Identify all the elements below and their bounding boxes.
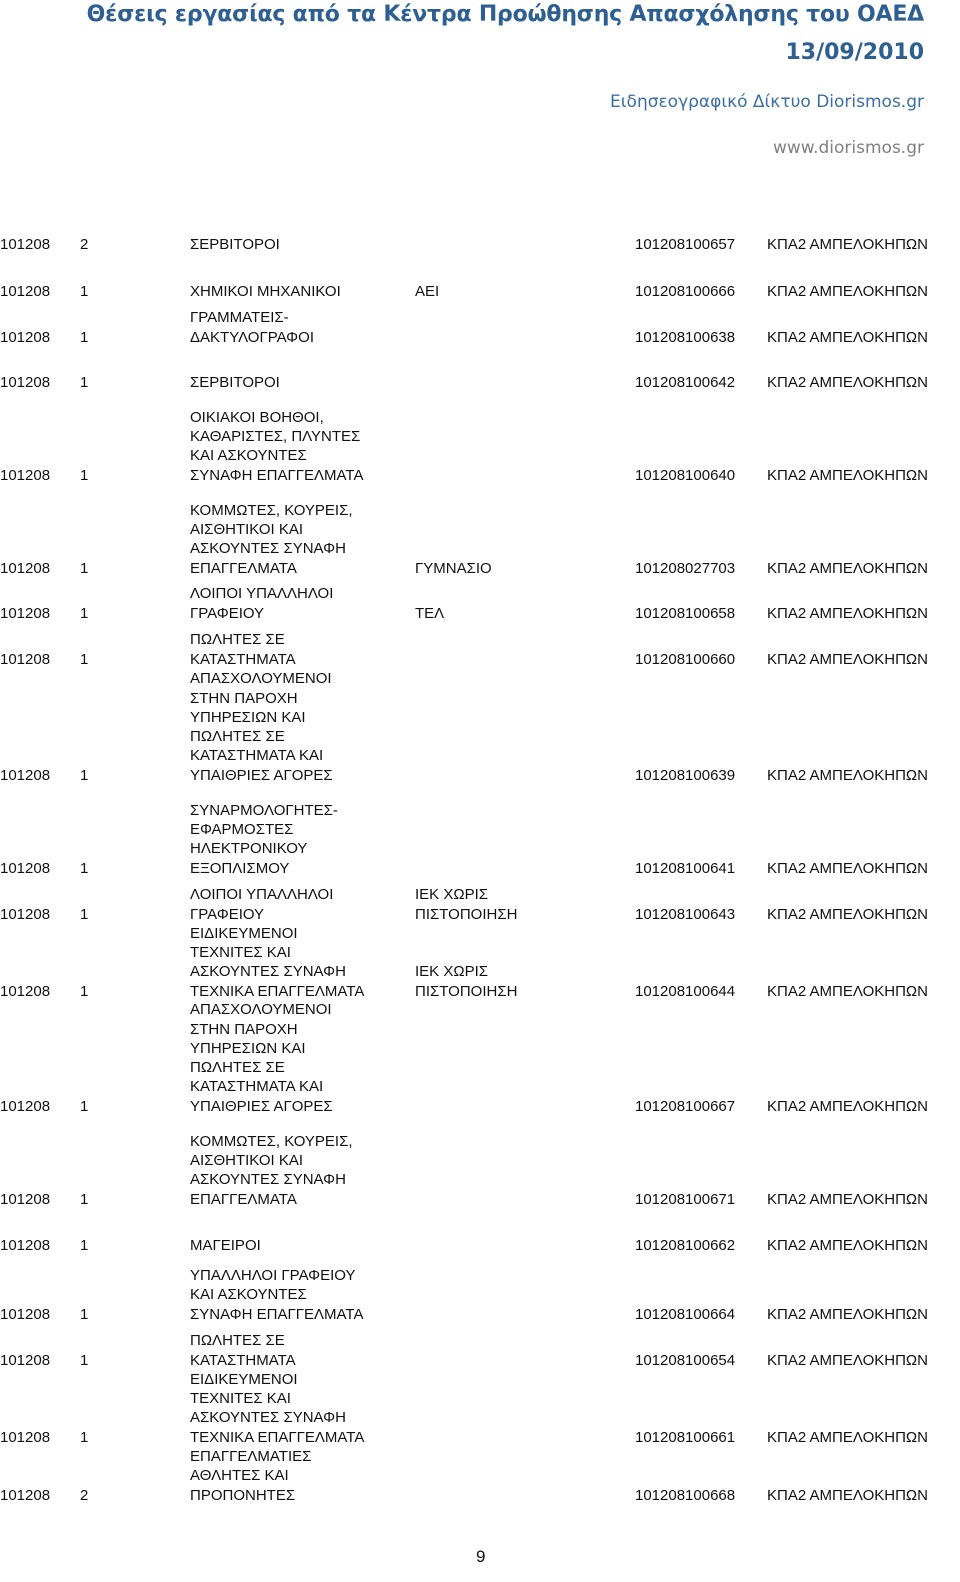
education-cell: ΤΕΛ <box>415 604 445 622</box>
specialty-cell: ΣΕΡΒΙΤΟΡΟΙ <box>190 235 280 253</box>
office-cell: ΚΠΑ2 ΑΜΠΕΛΟΚΗΠΩΝ <box>767 859 928 877</box>
table-row <box>0 1236 960 1255</box>
job-code-cell: 101208 <box>0 328 51 346</box>
table-row <box>0 501 960 578</box>
table-row <box>0 631 960 669</box>
office-cell: ΚΠΑ2 ΑΜΠΕΛΟΚΗΠΩΝ <box>767 766 928 784</box>
positions-count-cell: 1 <box>80 859 89 877</box>
education-cell: ΙΕΚ ΧΩΡΙΣ ΠΙΣΤΟΠΟΙΗΣΗ <box>415 963 518 1000</box>
reference-number-cell: 101208100644 <box>635 982 736 1000</box>
specialty-cell: ΑΠΑΣΧΟΛΟΥΜΕΝΟΙ ΣΤΗΝ ΠΑΡΟΧΗ ΥΠΗΡΕΣΙΩΝ ΚΑΙ ΠΩΛΗΤΕΣ ΣΕ ΚΑΤΑΣΤΗΜΑΤΑ ΚΑΙ ΥΠΑΙΘΡΙΕΣ ΑΓΟΡΕΣ <box>190 670 333 784</box>
reference-number-cell: 101208100642 <box>635 373 736 391</box>
job-code-cell: 101208 <box>0 1097 51 1115</box>
job-code-cell: 101208 <box>0 1305 51 1323</box>
table-row <box>0 585 960 623</box>
specialty-cell: ΕΙΔΙΚΕΥΜΕΝΟΙ ΤΕΧΝΙΤΕΣ ΚΑΙ ΑΣΚΟΥΝΤΕΣ ΣΥΝΑΦΗ ΤΕΧΝΙΚΑ ΕΠΑΓΓΕΛΜΑΤΑ <box>190 924 365 1000</box>
reference-number-cell: 101208100671 <box>635 1190 736 1208</box>
reference-number-cell: 101208100658 <box>635 604 736 622</box>
education-cell: ΓΥΜΝΑΣΙΟ <box>415 559 492 577</box>
positions-count-cell: 1 <box>80 373 89 391</box>
office-cell: ΚΠΑ2 ΑΜΠΕΛΟΚΗΠΩΝ <box>767 466 928 484</box>
website-label: www.diorismos.gr <box>772 138 924 158</box>
reference-number-cell: 101208100643 <box>635 905 736 923</box>
specialty-cell: ΓΡΑΜΜΑΤΕΙΣ- ΔΑΚΤΥΛΟΓΡΑΦΟΙ <box>190 309 314 346</box>
office-cell: ΚΠΑ2 ΑΜΠΕΛΟΚΗΠΩΝ <box>767 905 928 923</box>
table-row <box>0 801 960 878</box>
specialty-cell: ΟΙΚΙΑΚΟΙ ΒΟΗΘΟΙ, ΚΑΘΑΡΙΣΤΕΣ, ΠΛΥΝΤΕΣ ΚΑΙ ΑΣΚΟΥΝΤΕΣ ΣΥΝΑΦΗ ΕΠΑΓΓΕΛΜΑΤΑ <box>190 408 364 484</box>
specialty-cell: ΕΙΔΙΚΕΥΜΕΝΟΙ ΤΕΧΝΙΤΕΣ ΚΑΙ ΑΣΚΟΥΝΤΕΣ ΣΥΝΑΦΗ ΤΕΧΝΙΚΑ ΕΠΑΓΓΕΛΜΑΤΑ <box>190 1370 365 1446</box>
positions-count-cell: 1 <box>80 1305 89 1323</box>
office-cell: ΚΠΑ2 ΑΜΠΕΛΟΚΗΠΩΝ <box>767 1428 928 1446</box>
office-cell: ΚΠΑ2 ΑΜΠΕΛΟΚΗΠΩΝ <box>767 1190 928 1208</box>
table-row <box>0 924 960 1001</box>
positions-count-cell: 1 <box>80 1351 89 1369</box>
news-network-label: Ειδησεογραφικό Δίκτυο Diorismos.gr <box>610 92 924 112</box>
reference-number-cell: 101208100657 <box>635 235 736 253</box>
education-cell: ΑΕΙ <box>415 282 440 300</box>
positions-count-cell: 1 <box>80 604 89 622</box>
job-code-cell: 101208 <box>0 1236 51 1254</box>
reference-number-cell: 101208100667 <box>635 1097 736 1115</box>
job-code-cell: 101208 <box>0 1351 51 1369</box>
job-code-cell: 101208 <box>0 905 51 923</box>
office-cell: ΚΠΑ2 ΑΜΠΕΛΟΚΗΠΩΝ <box>767 282 928 300</box>
positions-count-cell: 1 <box>80 559 89 577</box>
job-code-cell: 101208 <box>0 559 51 577</box>
job-code-cell: 101208 <box>0 1190 51 1208</box>
specialty-cell: ΚΟΜΜΩΤΕΣ, ΚΟΥΡΕΙΣ, ΑΙΣΘΗΤΙΚΟΙ ΚΑΙ ΑΣΚΟΥΝΤΕΣ ΣΥΝΑΦΗ ΕΠΑΓΓΕΛΜΑΤΑ <box>190 1132 353 1208</box>
page-number: 9 <box>476 1547 486 1566</box>
job-code-cell: 101208 <box>0 282 51 300</box>
office-cell: ΚΠΑ2 ΑΜΠΕΛΟΚΗΠΩΝ <box>767 650 928 668</box>
specialty-cell: ΧΗΜΙΚΟΙ ΜΗΧΑΝΙΚΟΙ <box>190 282 341 300</box>
table-row <box>0 1448 960 1505</box>
office-cell: ΚΠΑ2 ΑΜΠΕΛΟΚΗΠΩΝ <box>767 982 928 1000</box>
office-cell: ΚΠΑ2 ΑΜΠΕΛΟΚΗΠΩΝ <box>767 373 928 391</box>
job-code-cell: 101208 <box>0 650 51 668</box>
table-row <box>0 670 960 785</box>
office-cell: ΚΠΑ2 ΑΜΠΕΛΟΚΗΠΩΝ <box>767 604 928 622</box>
office-cell: ΚΠΑ2 ΑΜΠΕΛΟΚΗΠΩΝ <box>767 1305 928 1323</box>
reference-number-cell: 101208100668 <box>635 1486 736 1504</box>
reference-number-cell: 101208100660 <box>635 650 736 668</box>
reference-number-cell: 101208100664 <box>635 1305 736 1323</box>
office-cell: ΚΠΑ2 ΑΜΠΕΛΟΚΗΠΩΝ <box>767 1486 928 1504</box>
table-row <box>0 886 960 924</box>
specialty-cell: ΜΑΓΕΙΡΟΙ <box>190 1236 261 1254</box>
job-code-cell: 101208 <box>0 1428 51 1446</box>
table-row <box>0 309 960 347</box>
positions-count-cell: 1 <box>80 282 89 300</box>
positions-count-cell: 1 <box>80 650 89 668</box>
document-title: Θέσεις εργασίας από τα Κέντρα Προώθησης Απασχόλησης του ΟΑΕΔ <box>86 2 924 27</box>
specialty-cell: ΚΟΜΜΩΤΕΣ, ΚΟΥΡΕΙΣ, ΑΙΣΘΗΤΙΚΟΙ ΚΑΙ ΑΣΚΟΥΝΤΕΣ ΣΥΝΑΦΗ ΕΠΑΓΓΕΛΜΑΤΑ <box>190 501 353 577</box>
table-row <box>0 235 960 254</box>
reference-number-cell: 101208100662 <box>635 1236 736 1254</box>
table-row <box>0 1332 960 1370</box>
office-cell: ΚΠΑ2 ΑΜΠΕΛΟΚΗΠΩΝ <box>767 559 928 577</box>
positions-count-cell: 1 <box>80 766 89 784</box>
job-code-cell: 101208 <box>0 373 51 391</box>
table-row <box>0 282 960 301</box>
job-code-cell: 101208 <box>0 859 51 877</box>
specialty-cell: ΣΕΡΒΙΤΟΡΟΙ <box>190 373 280 391</box>
positions-count-cell: 2 <box>80 1486 89 1504</box>
office-cell: ΚΠΑ2 ΑΜΠΕΛΟΚΗΠΩΝ <box>767 1236 928 1254</box>
positions-count-cell: 1 <box>80 905 89 923</box>
office-cell: ΚΠΑ2 ΑΜΠΕΛΟΚΗΠΩΝ <box>767 1097 928 1115</box>
positions-count-cell: 1 <box>80 1097 89 1115</box>
reference-number-cell: 101208027703 <box>635 559 736 577</box>
job-code-cell: 101208 <box>0 466 51 484</box>
table-row <box>0 373 960 392</box>
positions-count-cell: 1 <box>80 1428 89 1446</box>
job-code-cell: 101208 <box>0 766 51 784</box>
document-date: 13/09/2010 <box>785 40 924 65</box>
specialty-cell: ΛΟΙΠΟΙ ΥΠΑΛΛΗΛΟΙ ΓΡΑΦΕΙΟΥ <box>190 886 334 923</box>
office-cell: ΚΠΑ2 ΑΜΠΕΛΟΚΗΠΩΝ <box>767 235 928 253</box>
reference-number-cell: 101208100638 <box>635 328 736 346</box>
job-code-cell: 101208 <box>0 1486 51 1504</box>
education-cell: ΙΕΚ ΧΩΡΙΣ ΠΙΣΤΟΠΟΙΗΣΗ <box>415 886 518 923</box>
specialty-cell: ΠΩΛΗΤΕΣ ΣΕ ΚΑΤΑΣΤΗΜΑΤΑ <box>190 1332 296 1369</box>
table-row <box>0 1132 960 1209</box>
job-code-cell: 101208 <box>0 604 51 622</box>
specialty-cell: ΕΠΑΓΓΕΛΜΑΤΙΕΣ ΑΘΛΗΤΕΣ ΚΑΙ ΠΡΟΠΟΝΗΤΕΣ <box>190 1448 312 1504</box>
table-row <box>0 1370 960 1447</box>
positions-count-cell: 1 <box>80 982 89 1000</box>
table-row <box>0 1267 960 1324</box>
specialty-cell: ΥΠΑΛΛΗΛΟΙ ΓΡΑΦΕΙΟΥ ΚΑΙ ΑΣΚΟΥΝΤΕΣ ΣΥΝΑΦΗ ΕΠΑΓΓΕΛΜΑΤΑ <box>190 1267 364 1323</box>
job-code-cell: 101208 <box>0 982 51 1000</box>
positions-count-cell: 1 <box>80 1236 89 1254</box>
reference-number-cell: 101208100666 <box>635 282 736 300</box>
specialty-cell: ΑΠΑΣΧΟΛΟΥΜΕΝΟΙ ΣΤΗΝ ΠΑΡΟΧΗ ΥΠΗΡΕΣΙΩΝ ΚΑΙ ΠΩΛΗΤΕΣ ΣΕ ΚΑΤΑΣΤΗΜΑΤΑ ΚΑΙ ΥΠΑΙΘΡΙΕΣ ΑΓΟΡΕΣ <box>190 1001 333 1115</box>
reference-number-cell: 101208100639 <box>635 766 736 784</box>
positions-count-cell: 1 <box>80 466 89 484</box>
specialty-cell: ΛΟΙΠΟΙ ΥΠΑΛΛΗΛΟΙ ΓΡΑΦΕΙΟΥ <box>190 585 334 622</box>
positions-count-cell: 2 <box>80 235 89 253</box>
job-code-cell: 101208 <box>0 235 51 253</box>
table-row <box>0 1001 960 1116</box>
specialty-cell: ΠΩΛΗΤΕΣ ΣΕ ΚΑΤΑΣΤΗΜΑΤΑ <box>190 631 296 668</box>
reference-number-cell: 101208100641 <box>635 859 736 877</box>
office-cell: ΚΠΑ2 ΑΜΠΕΛΟΚΗΠΩΝ <box>767 1351 928 1369</box>
positions-count-cell: 1 <box>80 1190 89 1208</box>
office-cell: ΚΠΑ2 ΑΜΠΕΛΟΚΗΠΩΝ <box>767 328 928 346</box>
table-row <box>0 408 960 485</box>
reference-number-cell: 101208100654 <box>635 1351 736 1369</box>
positions-count-cell: 1 <box>80 328 89 346</box>
specialty-cell: ΣΥΝΑΡΜΟΛΟΓΗΤΕΣ- ΕΦΑΡΜΟΣΤΕΣ ΗΛΕΚΤΡΟΝΙΚΟΥ ΕΞΟΠΛΙΣΜΟΥ <box>190 801 338 877</box>
reference-number-cell: 101208100640 <box>635 466 736 484</box>
reference-number-cell: 101208100661 <box>635 1428 736 1446</box>
